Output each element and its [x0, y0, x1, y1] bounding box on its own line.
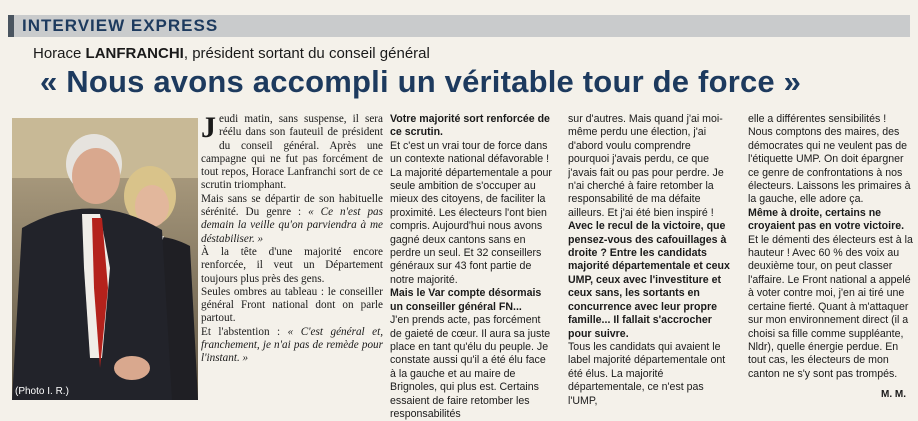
answer-3-continued: elle a différentes sensibilités ! Nous comptons des maires, des démocrates qui ne veulent pas de l'étiquette UMP. On doit épargner ce genre de confrontations à nos électeurs. Laissons les primaires à la gauche, elle adore ça.	[748, 113, 911, 206]
interview-column-3	[748, 113, 913, 381]
portrait-photo	[12, 118, 198, 400]
intro-column	[201, 113, 383, 366]
answer-1: Et c'est un vrai tour de force dans un contexte national défavorable ! La majorité départementale a pour seule ambition de s'occuper au mieux des citoyens, de faciliter la proximité. Les électeurs l'ont bien compris. Aujourd'hui nous avons gagné deux cantons sans en perdre un seul. Et 32 conseillers généraux sur 43 font partie de notre majorité.	[390, 139, 552, 286]
interview-column-2	[568, 113, 733, 408]
question-4: Même à droite, certains ne croyaient pas en votre victoire.	[748, 206, 905, 233]
intro-text-5: Et l'abstention :	[201, 325, 288, 338]
question-2: Mais le Var compte désormais un conseiller général FN...	[390, 287, 542, 313]
author-signature: M. M.	[881, 389, 906, 400]
question-1: Votre majorité sort renforcée de ce scrutin.	[390, 113, 550, 139]
byline	[33, 45, 430, 62]
intro-paragraph-3: À la tête d'une majorité encore renforcée, il veut un Département toujours plus près des gens.	[201, 245, 383, 285]
intro-quote-2: « C'est général et, franchement, je n'ai pas de remède pour l'instant. »	[201, 325, 383, 365]
headline: « Nous avons accompli un véritable tour de force »	[40, 64, 802, 99]
byline-role: , président sortant du conseil général	[183, 45, 430, 62]
answer-2-continued: sur d'autres. Mais quand j'ai moi-même perdu une élection, j'ai d'abord voulu comprendre pourquoi j'avais perdu, ce que j'avais fait ou pas pour perdre. Je n'ai cherché à faire retomber la responsabilité de ma défaite ailleurs. Et j'ai été bien inspiré !	[568, 113, 724, 219]
answer-2: J'en prends acte, pas forcément de gaieté de cœur. Il aura sa juste place en tant qu'élu du peuple. Je constate aussi qu'il a été élu face à la gauche et au maire de Brignoles, qui plus est. Certains essaient de faire retomber les responsabilités	[390, 314, 551, 420]
question-3: Avec le recul de la victoire, que pensez-vous des cafouillages à droite ? Entre les candidats majorité départementale et ceux UMP, ceux avec l'investiture et ceux sans, les sortants en concurrence avec leur propre famille... Il fallait s'accrocher pour suivre.	[568, 220, 730, 340]
byline-first-name: Horace	[33, 45, 86, 62]
interview-column-1	[390, 113, 552, 421]
intro-text-1: eudi matin, sans suspense, il sera réélu dans son fauteuil de président du conseil général. Après une campagne qui ne fut pas forcément de tout repos, Horace Lanfranchi sort de ce scrutin triomphant.	[201, 113, 383, 192]
section-title: INTERVIEW EXPRESS	[22, 16, 219, 35]
drop-cap: J	[201, 113, 216, 144]
section-banner	[8, 15, 910, 37]
photo-credit: (Photo I. R.)	[15, 386, 69, 397]
intro-quote-1: « Ce n'est pas demain la veille qu'on parviendra à me déstabiliser. »	[201, 206, 383, 245]
intro-paragraph-1	[201, 113, 383, 193]
intro-paragraph-5	[201, 326, 383, 366]
intro-paragraph-2	[201, 193, 383, 246]
intro-text-2: Mais sans se départir de son habituelle sérénité. Du genre :	[201, 192, 383, 219]
answer-4: Et le démenti des électeurs est à la hauteur ! Avec 60 % des voix au deuxième tour, on peut classer l'affaire. Le Front national a appelé à voter contre moi, j'en ai tiré une certaine fierté. Quant à m'attaquer sur mon environnement direct (il a choisi sa fille comme suppléante, Nldr), quelle énergie perdue. En tout cas, les électeurs de mon canton ne s'y sont pas trompés.	[748, 233, 913, 380]
intro-paragraph-4: Seules ombres au tableau : le conseiller général Front national dont on parle partout.	[201, 285, 383, 325]
banner-accent-bar	[8, 15, 14, 37]
answer-3: Tous les candidats qui avaient le label majorité départementale ont été élus. La majorité départementale, ce n'est pas l'UMP,	[568, 340, 726, 407]
byline-last-name: LANFRANCHI	[85, 45, 184, 62]
portrait-photo-illustration	[12, 118, 198, 400]
